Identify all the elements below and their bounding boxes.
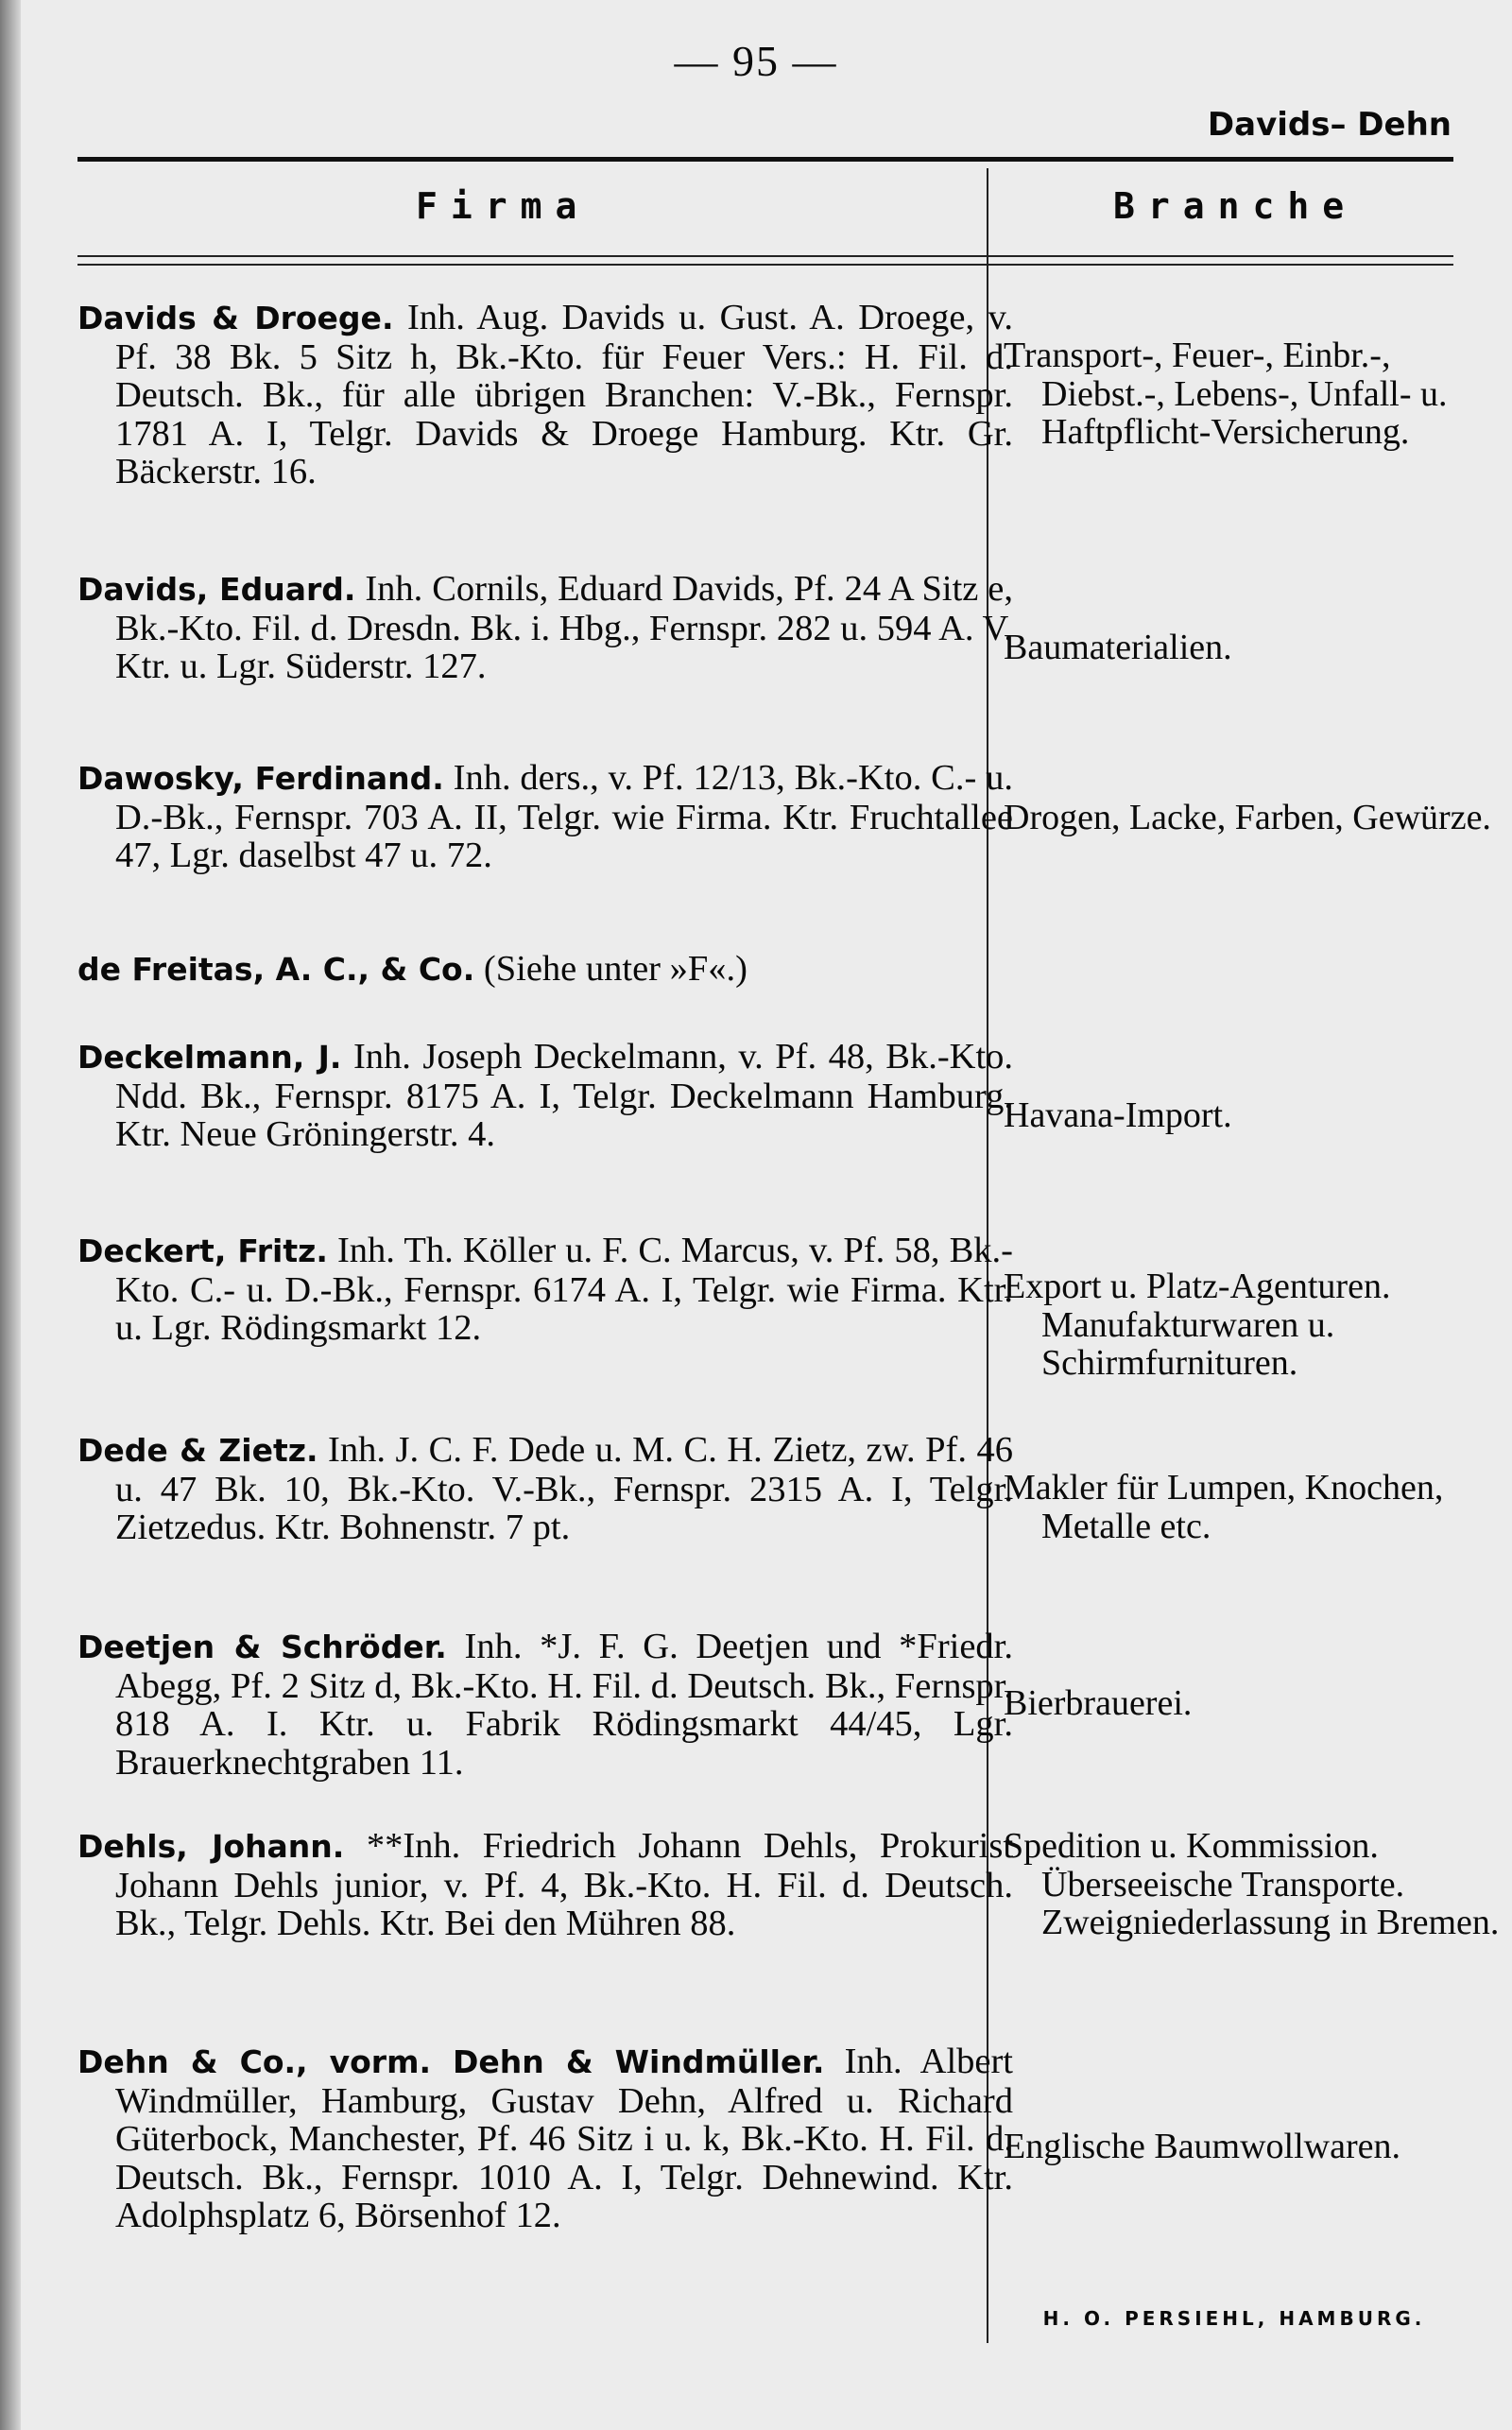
branch-cell: Drogen, Lacke, Farben, Gewürze. bbox=[1004, 798, 1491, 837]
firm-details: Inh. *J. F. G. Deetjen und *Friedr. Abegg, Pf. 2 Sitz d, Bk.-Kto. H. Fil. d. Deutsch. Bk., Fernspr. 818 A. I. Ktr. u. Fabrik Rödingsmarkt 44/45, Lgr. Brauerknechtgraben 11. bbox=[115, 1627, 1014, 1783]
firm-cell bbox=[77, 299, 1013, 491]
branch-cell: Export u. Platz-Agenturen. Manufakturwaren u. Schirmfurnituren. bbox=[1004, 1267, 1391, 1383]
printer-imprint: H. O. PERSIEHL, HAMBURG. bbox=[1042, 2307, 1426, 2330]
firm-name: Dawosky, Ferdinand. bbox=[77, 760, 444, 797]
firm-details: Inh. Cornils, Eduard Davids, Pf. 24 A Sitz e, Bk.-Kto. Fil. d. Dresdn. Bk. i. Hbg., Fernspr. 282 u. 594 A. V. Ktr. u. Lgr. Süderstr. 127. bbox=[115, 569, 1013, 686]
header-rule bbox=[77, 157, 1453, 162]
firm-cell bbox=[77, 2042, 1013, 2235]
firm-name: Davids & Droege. bbox=[77, 300, 394, 336]
firm-cell bbox=[77, 950, 1013, 990]
page-number: — 95 — bbox=[674, 37, 838, 85]
branch-cell: Havana-Import. bbox=[1004, 1095, 1232, 1135]
firm-details: Inh. Aug. Davids u. Gust. A. Droege, v. Pf. 38 Bk. 5 Sitz h, Bk.-Kto. für Feuer Vers.: H. Fil. d. Deutsch. Bk., für alle übrigen Branchen: V.-Bk., Fernspr. 1781 A. I, Telgr. Davids & Droege Hamburg. Ktr. Gr. Bäckerstr. 16. bbox=[115, 298, 1013, 491]
firm-cell bbox=[77, 1827, 1013, 1943]
running-head: Davids– Dehn bbox=[1207, 106, 1452, 144]
firm-cell bbox=[77, 570, 1013, 686]
firm-details: **Inh. Friedrich Johann Dehls, Prokurist Johann Dehls junior, v. Pf. 4, Bk.-Kto. H. Fil. d. Deutsch. Bk., Telgr. Dehls. Ktr. Bei den Mühren 88. bbox=[115, 1826, 1014, 1943]
branch-cell: Spedition u. Kommission. Überseeische Transporte. Zweigniederlassung in Bremen. bbox=[1004, 1826, 1500, 1942]
firm-cell bbox=[77, 759, 1013, 875]
firm-cell bbox=[77, 1038, 1013, 1154]
branch-cell: Baumaterialien. bbox=[1004, 628, 1232, 667]
branch-cell: Bierbrauerei. bbox=[1004, 1683, 1193, 1723]
branch-cell: Englische Baumwollwaren. bbox=[1004, 2127, 1401, 2166]
firm-details: Inh. J. C. F. Dede u. M. C. H. Zietz, zw. Pf. 46 u. 47 Bk. 10, Bk.-Kto. V.-Bk., Fernspr. 2315 A. I, Telgr. Zietzedus. Ktr. Bohnenstr. 7 pt. bbox=[115, 1430, 1013, 1547]
firm-cell bbox=[77, 1232, 1013, 1348]
branch-cell: Makler für Lumpen, Knochen, Metalle etc. bbox=[1004, 1468, 1444, 1546]
firm-name: Dede & Zietz. bbox=[77, 1432, 318, 1469]
header-rule-double-top bbox=[77, 255, 1453, 257]
header-rule-double-bottom bbox=[77, 264, 1453, 266]
firm-cell bbox=[77, 1628, 1013, 1782]
firm-details: Inh. ders., v. Pf. 12/13, Bk.-Kto. C.- u. D.-Bk., Fernspr. 703 A. II, Telgr. wie Firma. Ktr. Fruchtallee 47, Lgr. daselbst 47 u. 72. bbox=[115, 758, 1014, 875]
column-header-branch: Branche bbox=[1113, 185, 1358, 227]
firm-details: Inh. Albert Windmüller, Hamburg, Gustav Dehn, Alfred u. Richard Güterbock, Manchester, Pf. 46 Sitz i u. k, Bk.-Kto. H. Fil. d. Deutsch. Bk., Fernspr. 1010 A. I, Telgr. Dehnewind. Ktr. Adolphsplatz 6, Börsenhof 12. bbox=[115, 2042, 1014, 2235]
firm-name: de Freitas, A. C., & Co. bbox=[77, 951, 475, 988]
firm-name: Deckert, Fritz. bbox=[77, 1232, 328, 1269]
firm-details: Inh. Th. Köller u. F. C. Marcus, v. Pf. 58, Bk.-Kto. C.- u. D.-Bk., Fernspr. 6174 A. I, Telgr. wie Firma. Ktr. u. Lgr. Rödingsmarkt 12. bbox=[115, 1231, 1014, 1348]
firm-name: Dehn & Co., vorm. Dehn & Windmüller. bbox=[77, 2043, 825, 2080]
firm-details: Inh. Joseph Deckelmann, v. Pf. 48, Bk.-Kto. Ndd. Bk., Fernspr. 8175 A. I, Telgr. Deckelmann Hamburg. Ktr. Neue Gröningerstr. 4. bbox=[115, 1037, 1014, 1154]
branch-cell: Transport-, Feuer-, Einbr.-, Diebst.-, Lebens-, Unfall- u. Haftpflicht-Versicherung. bbox=[1004, 336, 1448, 452]
firm-name: Deetjen & Schröder. bbox=[77, 1629, 447, 1665]
firm-name: Dehls, Johann. bbox=[77, 1828, 345, 1865]
column-header-firm: Firma bbox=[416, 185, 591, 227]
firm-details: (Siehe unter »F«.) bbox=[483, 949, 747, 989]
firm-name: Davids, Eduard. bbox=[77, 571, 356, 608]
firm-name: Deckelmann, J. bbox=[77, 1039, 342, 1076]
firm-cell bbox=[77, 1431, 1013, 1547]
